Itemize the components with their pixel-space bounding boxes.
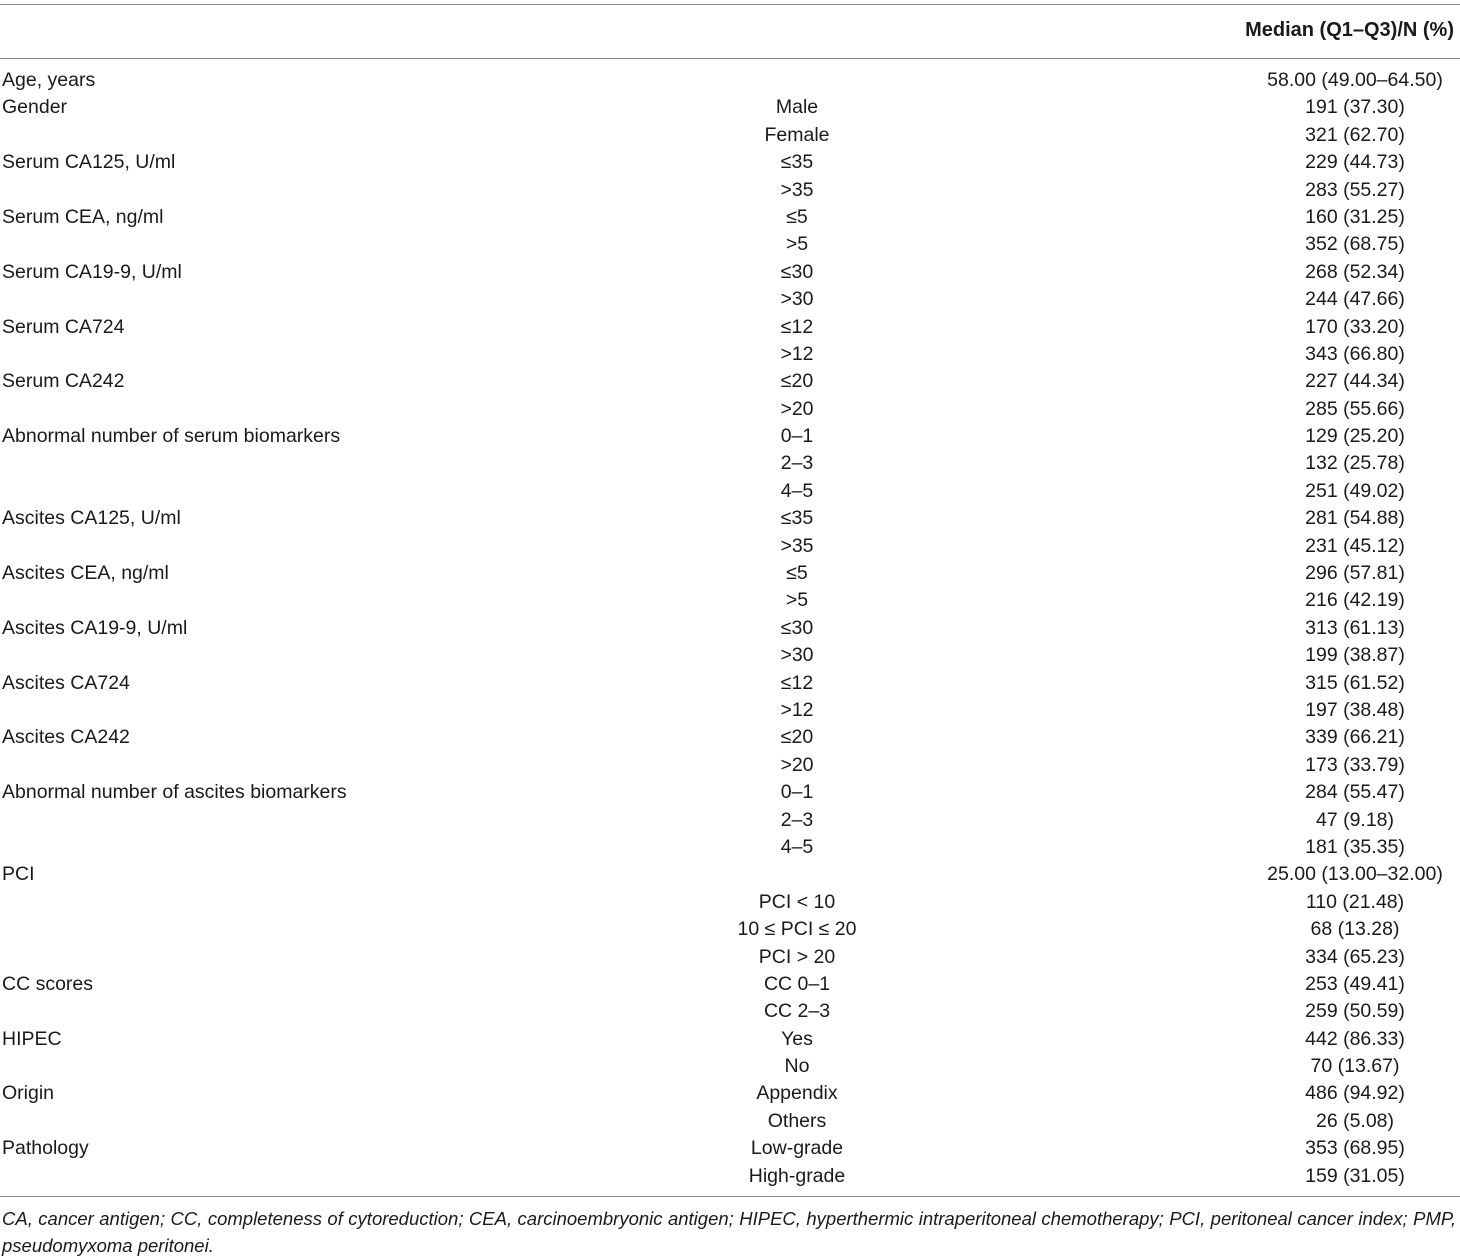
table-row [0,450,1460,477]
table-row [0,286,1460,313]
row-value: 231 (45.12) [1305,534,1405,557]
row-value: 296 (57.81) [1305,562,1405,585]
row-category: PCI > 20 [758,945,836,968]
row-value: 26 (5.08) [1315,1109,1395,1132]
row-category: >5 [785,233,809,256]
row-category: Others [767,1109,827,1132]
row-category: >30 [780,644,814,667]
row-category: Male [775,96,819,119]
row-value: 216 (42.19) [1305,589,1405,612]
row-value: 197 (38.48) [1305,698,1405,721]
row-variable: Serum CEA, ng/ml [2,205,164,228]
table-header [0,5,1460,58]
table-row [0,889,1460,916]
table-row [0,478,1460,505]
table-row [0,1026,1460,1053]
table-row [0,204,1460,231]
row-category: >30 [780,288,814,311]
row-value: 58.00 (49.00–64.50) [1267,69,1443,91]
row-value: 259 (50.59) [1305,1000,1405,1023]
row-category: >12 [780,342,814,365]
header-median-n: Median (Q1–Q3)/N (%) [1245,19,1454,41]
row-category: 2–3 [780,452,814,475]
row-category: ≤5 [786,562,808,585]
table-row [0,642,1460,669]
row-variable: Serum CA125, U/ml [2,151,176,174]
row-variable: Ascites CA242 [2,726,130,749]
row-category: >20 [780,397,814,420]
row-category: 0–1 [780,781,814,804]
table-row [0,998,1460,1025]
row-value: 68 (13.28) [1310,918,1400,941]
row-value: 251 (49.02) [1305,479,1405,502]
table-row [0,1135,1460,1162]
row-variable: Serum CA19-9, U/ml [2,260,182,283]
row-value: 315 (61.52) [1305,671,1405,694]
table-row [0,122,1460,149]
row-category: 4–5 [780,479,814,502]
table-row [0,423,1460,450]
row-category: 2–3 [780,808,814,831]
row-value: 343 (66.80) [1305,342,1405,365]
table-row [0,67,1460,94]
row-value: 339 (66.21) [1305,726,1405,749]
row-value: 313 (61.13) [1305,616,1405,639]
table-row [0,587,1460,614]
row-category: ≤20 [780,370,814,393]
row-value: 253 (49.41) [1305,972,1405,995]
characteristics-table [0,4,1460,1259]
row-category: ≤5 [786,205,808,228]
row-category: ≤12 [780,315,814,338]
row-value: 284 (55.47) [1305,781,1405,804]
table-row [0,505,1460,532]
row-variable: PCI [2,863,35,886]
table-row [0,94,1460,121]
row-category: 0–1 [780,425,814,448]
row-category: ≤12 [780,671,814,694]
table-row [0,971,1460,998]
row-value: 132 (25.78) [1305,452,1405,475]
table-row [0,1163,1460,1190]
row-category: PCI < 10 [758,890,836,913]
row-value: 191 (37.30) [1305,96,1405,119]
row-variable: Gender [2,96,68,119]
row-category: >5 [785,589,809,612]
row-category: ≤35 [780,151,814,174]
row-value: 110 (21.48) [1305,890,1405,913]
row-value: 334 (65.23) [1305,945,1405,968]
table-row [0,944,1460,971]
row-category: Low-grade [750,1137,844,1160]
table-row [0,368,1460,395]
row-value: 283 (55.27) [1305,178,1405,201]
row-category: ≤30 [780,260,814,283]
row-value: 47 (9.18) [1315,808,1395,831]
table-row [0,615,1460,642]
table-body [0,59,1460,1196]
row-value: 25.00 (13.00–32.00) [1267,863,1443,886]
row-value: 442 (86.33) [1305,1027,1405,1050]
row-category: >35 [780,534,814,557]
table-row [0,177,1460,204]
row-variable: Pathology [2,1137,89,1160]
table-row [0,697,1460,724]
row-value: 70 (13.67) [1310,1055,1400,1078]
row-variable: Ascites CA19-9, U/ml [2,616,188,639]
table-row [0,670,1460,697]
row-value: 159 (31.05) [1305,1164,1405,1187]
row-category: 4–5 [780,835,814,858]
row-value: 321 (62.70) [1305,123,1405,146]
table-row [0,1080,1460,1107]
table-row [0,533,1460,560]
row-variable: Ascites CA125, U/ml [2,507,181,530]
table-row [0,259,1460,286]
row-variable: Serum CA724 [2,315,125,338]
table-row [0,834,1460,861]
row-value: 199 (38.87) [1305,644,1405,667]
row-category: ≤30 [780,616,814,639]
table-row [0,1053,1460,1080]
row-value: 129 (25.20) [1305,425,1405,448]
row-category: High-grade [748,1164,846,1187]
table-row [0,1108,1460,1135]
table-row [0,916,1460,943]
row-variable: Age, years [2,69,96,91]
row-variable: Ascites CA724 [2,671,130,694]
row-value: 285 (55.66) [1305,397,1405,420]
table-row [0,396,1460,423]
row-category: ≤20 [780,726,814,749]
row-variable: Abnormal number of serum biomarkers [2,425,341,448]
row-variable: Abnormal number of ascites biomarkers [2,781,347,804]
table-row [0,724,1460,751]
row-value: 160 (31.25) [1305,205,1405,228]
row-value: 181 (35.35) [1305,835,1405,858]
table-row [0,861,1460,888]
row-value: 352 (68.75) [1305,233,1405,256]
row-category: CC 0–1 [763,972,831,995]
row-value: 229 (44.73) [1305,151,1405,174]
row-value: 486 (94.92) [1305,1082,1405,1105]
table-row [0,779,1460,806]
row-variable: HIPEC [2,1027,62,1050]
row-variable: CC scores [2,972,94,995]
table-row [0,149,1460,176]
row-category: CC 2–3 [763,1000,831,1023]
row-value: 244 (47.66) [1305,288,1405,311]
table-footnote: CA, cancer antigen; CC, completeness of cytoreduction; CEA, carcinoembryonic antigen; HIPEC, hyperthermic intraperitoneal chemotherapy; PCI, peritoneal cancer index; PMP, pseudomyxoma peritonei. [2,1208,1456,1257]
row-value: 170 (33.20) [1305,315,1405,338]
row-category: >35 [780,178,814,201]
row-variable: Ascites CEA, ng/ml [2,562,169,585]
table-row [0,560,1460,587]
row-variable: Serum CA242 [2,370,125,393]
row-category: 10 ≤ PCI ≤ 20 [737,918,857,941]
table-row [0,314,1460,341]
row-value: 268 (52.34) [1305,260,1405,283]
row-value: 173 (33.79) [1305,753,1405,776]
row-category: ≤35 [780,507,814,530]
table-row [0,752,1460,779]
row-value: 281 (54.88) [1305,507,1405,530]
row-variable: Origin [2,1082,55,1105]
row-value: 353 (68.95) [1305,1137,1405,1160]
row-category: Yes [781,1027,813,1050]
row-category: >20 [780,753,814,776]
row-category: Appendix [756,1082,838,1105]
table-row [0,341,1460,368]
row-category: No [784,1055,810,1078]
row-category: >12 [780,698,814,721]
table-row [0,807,1460,834]
row-category: Female [764,123,830,146]
row-value: 227 (44.34) [1305,370,1405,393]
table-row [0,231,1460,258]
